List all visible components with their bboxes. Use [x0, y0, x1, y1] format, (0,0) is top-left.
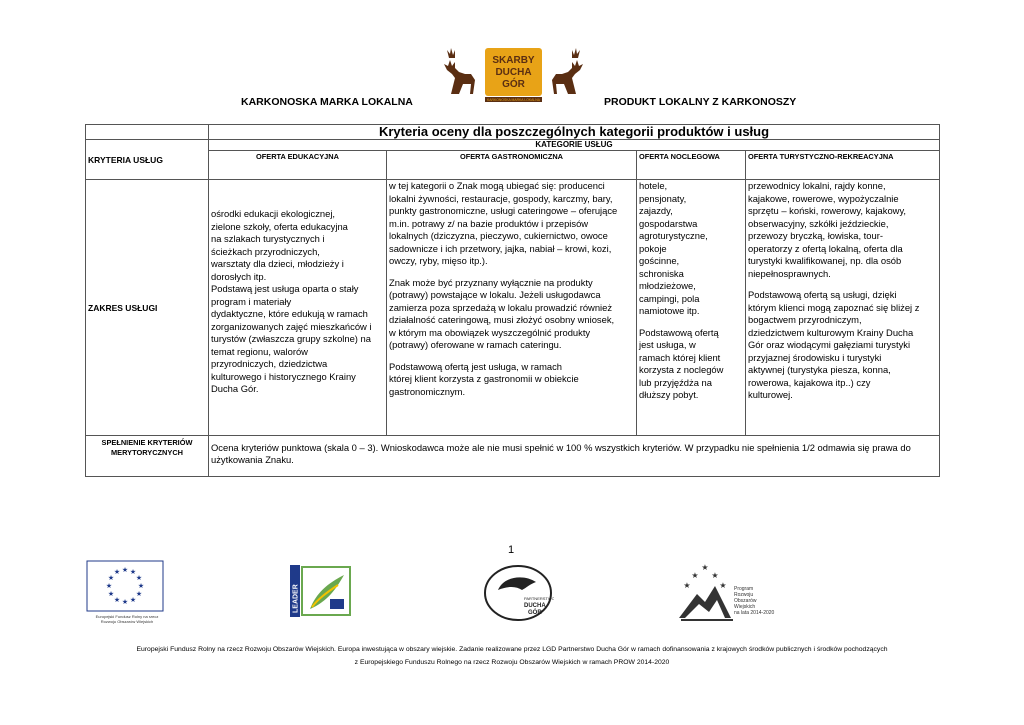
- partnerstwo-ducha-gor-logo: [482, 564, 554, 622]
- text-line: ośrodki edukacji ekologicznej,: [211, 208, 336, 219]
- gastronomiczna-cell: [387, 180, 637, 436]
- svg-text:★: ★: [113, 568, 121, 576]
- spelnienie-label-line1: SPEŁNIENIE KRYTERIÓW: [101, 438, 193, 447]
- text-line: pokoje: [639, 242, 667, 254]
- prow-line-2: Rozwoju: [734, 592, 754, 598]
- noclegowa-cell: [637, 180, 746, 436]
- text-line: którym klienci mogą zapoznać się bliżej z: [748, 301, 920, 313]
- text-line: (potrawy) powstające w lokalu. Jeżeli usługodawca: [389, 289, 601, 300]
- svg-text:★: ★: [719, 581, 727, 590]
- text-line: hotele,: [639, 180, 668, 191]
- svg-text:KARKONOSKA MARKA LOKALNA: KARKONOSKA MARKA LOKALNA: [487, 98, 540, 103]
- text-line: schroniska: [639, 267, 684, 279]
- prow-line-5: na lata 2014-2020: [734, 610, 775, 616]
- svg-text:★: ★: [683, 581, 691, 590]
- svg-text:★: ★: [107, 590, 115, 598]
- text-line: namiotowe itp.: [639, 305, 700, 316]
- text-line: korzysta z noclegów: [639, 364, 724, 375]
- header-left-title: KARKONOSKA MARKA LOKALNA: [241, 96, 413, 108]
- table-title: Kryteria oceny dla poszczególnych kategorii produktów i usług: [209, 125, 940, 140]
- text-line: zorganizowanych zajęć mieszkańców i: [211, 320, 372, 332]
- column-header-turystyczna: OFERTA TURYSTYCZNO-REKREACYJNA: [746, 151, 940, 180]
- text-line: dydaktyczne, które edukują w ramach: [211, 308, 368, 319]
- svg-text:★: ★: [121, 566, 129, 574]
- text-line: w którym ma obowiązek wyszczególnić produkty: [389, 326, 591, 338]
- text-line: sprzętu – koński, rowerowy, kajakowy,: [748, 205, 907, 216]
- text-line: agroturystyczne,: [639, 230, 708, 241]
- svg-text:★: ★: [121, 598, 129, 606]
- text-line: przyrodniczych, dziedzictwa: [211, 358, 328, 369]
- text-line: rowerowa, kajakowa itp..) czy: [748, 376, 871, 388]
- text-line: zajazdy,: [639, 205, 673, 216]
- text-line: na szlakach turystycznych i: [211, 233, 325, 244]
- text-line: dziedzictwem kulturowym Krainy Ducha: [748, 326, 914, 338]
- dg-text-1: PARTNERSTWO: [524, 596, 554, 601]
- text-line: młodzieżowe,: [639, 280, 696, 291]
- column-header-noclegowa: OFERTA NOCLEGOWA: [637, 151, 746, 180]
- text-line: campingi, pola: [639, 292, 700, 304]
- text-line: aktywnej (turystyka piesza, konna,: [748, 364, 891, 375]
- text-line: pensjonaty,: [639, 192, 687, 204]
- svg-text:★: ★: [135, 590, 143, 598]
- eu-caption: Europejski Fundusz Rolny na rzecz Rozwoju Obszarów Wiejskich: [95, 614, 159, 624]
- prow-line-4: Wiejskich: [734, 604, 756, 610]
- text-line: której klient korzysta z gastronomii w obiekcie: [389, 373, 579, 384]
- text-line: gościnne,: [639, 255, 680, 266]
- text-line: przewozy bryczką, łowiska, tour-: [748, 230, 883, 241]
- text-line: ramach której klient: [639, 351, 721, 363]
- dg-text-3: GÓR: [528, 610, 542, 616]
- text-line: Podstawową ofertą jest usługa, w ramach: [389, 360, 563, 372]
- spelnienie-kryteriow-label: [86, 436, 209, 477]
- svg-text:GÓR: GÓR: [502, 79, 525, 90]
- text-line: Podstawą jest usługa oparta o stały: [211, 283, 359, 294]
- text-line: lokalnych (dziczyzna, pieczywo, cukiernictwo, owoce: [389, 230, 608, 241]
- prow-line-1: Program: [734, 586, 754, 592]
- text-line: operatorzy z ofertą lokalną, oferta dla: [748, 242, 903, 254]
- spelnienie-label-line2: MERYTORYCZNYCH: [111, 448, 183, 457]
- text-line: bogactwem przyrodniczym,: [748, 314, 862, 325]
- text-line: dorosłych itp.: [211, 270, 267, 282]
- criteria-table: [85, 124, 940, 477]
- prow-line-3: Obszarów: [734, 598, 757, 604]
- edukacyjna-cell: [209, 180, 387, 436]
- text-line: obserwacyjny, szkółki jeździeckie,: [748, 217, 889, 229]
- text-line: temat regionu, walorów: [211, 345, 308, 357]
- zakres-uslugi-label: ZAKRES USŁUGI: [86, 180, 209, 436]
- text-line: (potrawy) oferowane w ramach cateringu.: [389, 339, 562, 350]
- svg-text:★: ★: [129, 568, 137, 576]
- text-line: gospodarstwa: [639, 217, 698, 229]
- text-line: kulturowej.: [748, 389, 793, 400]
- text-line: lub przyjęźdża na: [639, 376, 712, 388]
- svg-text:★: ★: [113, 596, 121, 604]
- column-header-edukacyjna: OFERTA EDUKACYJNA: [209, 151, 387, 180]
- footer-line-1: Europejski Fundusz Rolny na rzecz Rozwoju Obszarów Wiejskich. Europa inwestująca w obszary wiejskie. Zadanie realizowane przez LGD Partnerstwo Ducha Gór w ramach dofinansowania z krajowych środków publicznych i środków pochodzących: [136, 646, 888, 653]
- text-line: w tej kategorii o Znak mogą ubiegać się: producenci: [389, 180, 605, 191]
- prow-caption: [734, 586, 774, 616]
- text-line: Podstawową ofertą są usługi, dzięki: [748, 289, 897, 300]
- svg-text:★: ★: [129, 596, 137, 604]
- svg-text:★: ★: [691, 571, 699, 580]
- text-line: przewodnicy lokalni, rajdy konne,: [748, 180, 886, 191]
- corner-cell: [86, 125, 209, 140]
- text-line: m.in. potrawy z/ na bazie produktów i przepisów: [389, 217, 589, 229]
- text-line: działalność cateringową, musi złożyć osobny wniosek,: [389, 314, 615, 325]
- skarby-ducha-gor-logo: [441, 44, 586, 104]
- text-line: Ducha Gór.: [211, 383, 259, 394]
- spelnienie-kryteriow-text: Ocena kryteriów punktowa (skala 0 – 3). Wnioskodawca może ale nie musi spełnić w 100 % wszystkich kryteriów. W przypadku nie spełnienia 1/2 odmawia się prawa do użytkowania Znaku.: [209, 436, 940, 477]
- text-line: Znak może być przyznany wyłącznie na produkty: [389, 276, 593, 288]
- svg-text:★: ★: [105, 582, 113, 590]
- dg-text-2: DUCHA: [524, 603, 546, 609]
- kryteria-uslug-header: KRYTERIA USŁUG: [86, 140, 209, 180]
- kategorie-uslug-header: KATEGORIE USŁUG: [209, 140, 940, 151]
- text-line: warsztaty dla dzieci, młodzieży i: [211, 258, 344, 269]
- text-line: przyjaznej środowisku i turystyki: [748, 351, 882, 363]
- text-line: punkty gastronomiczne, usługi cateringowe – oferujące: [389, 205, 618, 216]
- text-line: jest usługa, w: [639, 339, 696, 350]
- text-line: ścieżkach przyrodniczych,: [211, 245, 320, 257]
- column-header-gastronomiczna: OFERTA GASTRONOMICZNA: [387, 151, 637, 180]
- text-line: kulturowego i historycznego Krainy: [211, 370, 356, 382]
- text-line: owczy, ryby, mięso itp.).: [389, 255, 488, 266]
- text-line: turystów (zwłaszcza grupy szkolne) na: [211, 333, 371, 344]
- svg-text:★: ★: [107, 574, 115, 582]
- text-line: Gór oraz wiodącymi gałęziami turystyki: [748, 339, 911, 350]
- text-line: dłuższy pobyt.: [639, 389, 699, 400]
- svg-text:DUCHA: DUCHA: [495, 67, 532, 78]
- text-line: lokalni żywności, restauracje, gospody, karczmy, bary,: [389, 192, 613, 204]
- text-line: gastronomicznym.: [389, 385, 466, 397]
- text-line: turystyki kwalifikowanej, np. dla osób: [748, 255, 902, 266]
- text-line: program i materiały: [211, 295, 292, 307]
- text-line: zielone szkoły, oferta edukacyjna: [211, 220, 348, 232]
- leader-logo: [290, 565, 352, 617]
- text-line: Podstawową ofertą: [639, 326, 719, 338]
- text-line: kajakowe, rowerowe, wypożyczalnie: [748, 192, 899, 204]
- leader-text: LEADER: [292, 584, 300, 613]
- svg-text:★: ★: [135, 574, 143, 582]
- footer-line-2: z Europejskiego Funduszu Rolnego na rzecz Rozwoju Obszarów Wiejskich w ramach PROW 2014-2020: [354, 659, 670, 666]
- text-line: zamierza poza sprzedażą w lokalu prowadzić również: [389, 301, 613, 313]
- turystyczna-cell: [746, 180, 940, 436]
- svg-text:★: ★: [711, 571, 719, 580]
- text-line: niepełnosprawnych.: [748, 267, 831, 279]
- header-right-title: PRODUKT LOKALNY Z KARKONOSZY: [604, 96, 797, 108]
- svg-text:★: ★: [137, 582, 145, 590]
- page-number: 1: [508, 544, 515, 556]
- text-line: sadownicze i ich przetwory, jajka, nabiał – krowi, kozi,: [389, 242, 612, 254]
- svg-text:SKARBY: SKARBY: [492, 55, 535, 66]
- svg-text:★: ★: [701, 563, 709, 572]
